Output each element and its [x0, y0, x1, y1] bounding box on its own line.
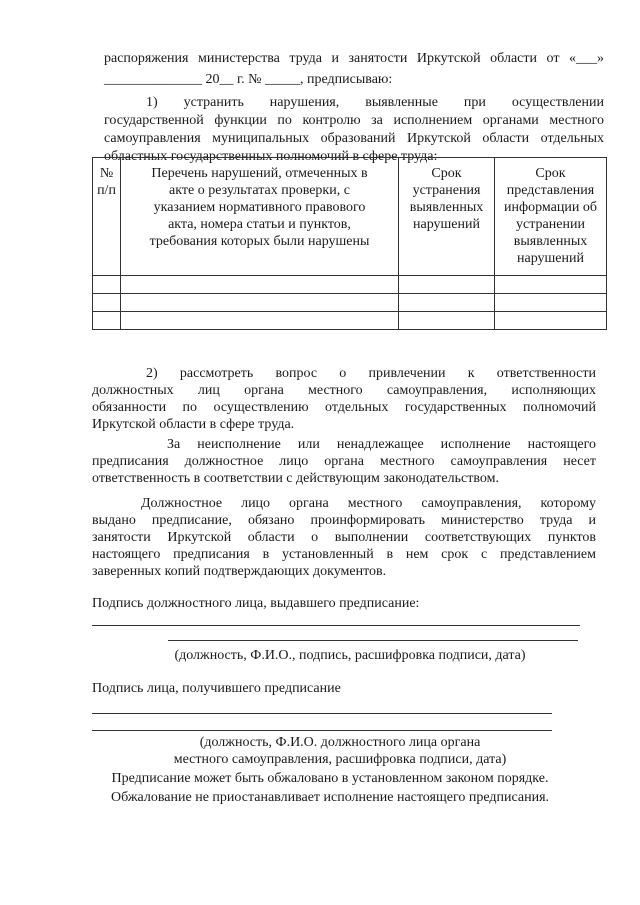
appeal-no-suspension-note: Обжалование не приостанавливает исполнение настоящего предписания.: [110, 790, 550, 805]
item2-line-3: обязанности по осуществлению отдельных государственных полномочий: [92, 400, 596, 415]
item2-line-1: 2) рассмотреть вопрос о привлечении к ответственности: [146, 366, 596, 381]
table-cell: [93, 294, 121, 312]
liability-line-2: предписания должностное лицо органа местного самоуправления несет: [92, 454, 596, 469]
table-cell: [495, 276, 607, 294]
intro-line-1: распоряжения министерства труда и занятости Иркутской области от «___»: [104, 51, 604, 66]
intro-line-2: ______________ 20__ г. № _____, предписываю:: [104, 72, 393, 87]
col-header-violations: Перечень нарушений, отмеченных в акте о результатах проверки, с указанием нормативного правового акта, номера статьи и пунктов, требования которых были нарушены: [121, 158, 399, 276]
table-row: [93, 312, 607, 330]
inform-line-2: выдано предписание, обязано проинформировать министерство труда и: [92, 513, 596, 528]
col-header-report-deadline: Срок представления информации об устранении выявленных нарушений: [495, 158, 607, 276]
table-cell: [121, 276, 399, 294]
table-header-row: [93, 158, 607, 276]
violations-table: [92, 157, 607, 330]
receiver-signature-label: Подпись лица, получившего предписание: [92, 681, 341, 696]
table-row: [93, 276, 607, 294]
issuer-signature-line-1: [92, 625, 580, 626]
receiver-signature-line-2: [92, 730, 552, 731]
item1-line-3: самоуправления муниципальных образований Иркутской области отдельных: [104, 131, 604, 146]
inform-line-4: настоящего предписания в установленный в нем срок с представлением: [92, 547, 596, 562]
issuer-signature-caption: (должность, Ф.И.О., подпись, расшифровка подписи, дата): [174, 648, 526, 663]
table-cell: [93, 312, 121, 330]
item2-line-4: Иркутской области в сфере труда.: [92, 417, 295, 432]
table-cell: [399, 276, 495, 294]
liability-line-1: За неисполнение или ненадлежащее исполнение настоящего: [167, 437, 596, 452]
table-cell: [399, 294, 495, 312]
table-cell: [121, 312, 399, 330]
appeal-note: Предписание может быть обжаловано в установленном законом порядке.: [111, 771, 549, 786]
inform-line-1: Должностное лицо органа местного самоуправления, которому: [141, 496, 596, 511]
col-header-deadline: Срок устранения выявленных нарушений: [399, 158, 495, 276]
table-cell: [495, 312, 607, 330]
item2-line-2: должностных лиц органа местного самоуправления, исполняющих: [92, 383, 596, 398]
liability-line-3: ответственность в соответствии с действующим законодательством.: [92, 471, 499, 486]
table-row: [93, 294, 607, 312]
table-cell: [93, 276, 121, 294]
col-header-number: № п/п: [93, 158, 121, 276]
item1-line-2: государственной функции по контролю за исполнением органами местного: [104, 113, 604, 128]
inform-line-5: заверенных копий подтверждающих документов.: [92, 564, 387, 579]
item1-line-1: 1) устранить нарушения, выявленные при осуществлении: [146, 95, 604, 110]
table-cell: [121, 294, 399, 312]
receiver-signature-caption-2: местного самоуправления, расшифровка подписи, дата): [173, 752, 507, 767]
receiver-signature-line-1: [92, 713, 552, 714]
receiver-signature-caption-1: (должность, Ф.И.О. должностного лица органа: [199, 735, 481, 750]
inform-line-3: занятости Иркутской области о выполнении соответствующих пунктов: [92, 530, 596, 545]
issuer-signature-line-2: [168, 640, 578, 641]
item1-line-4: областных государственных полномочий в сфере труда:: [104, 149, 438, 164]
issuer-signature-label: Подпись должностного лица, выдавшего предписание:: [92, 596, 420, 611]
table-cell: [495, 294, 607, 312]
table-cell: [399, 312, 495, 330]
